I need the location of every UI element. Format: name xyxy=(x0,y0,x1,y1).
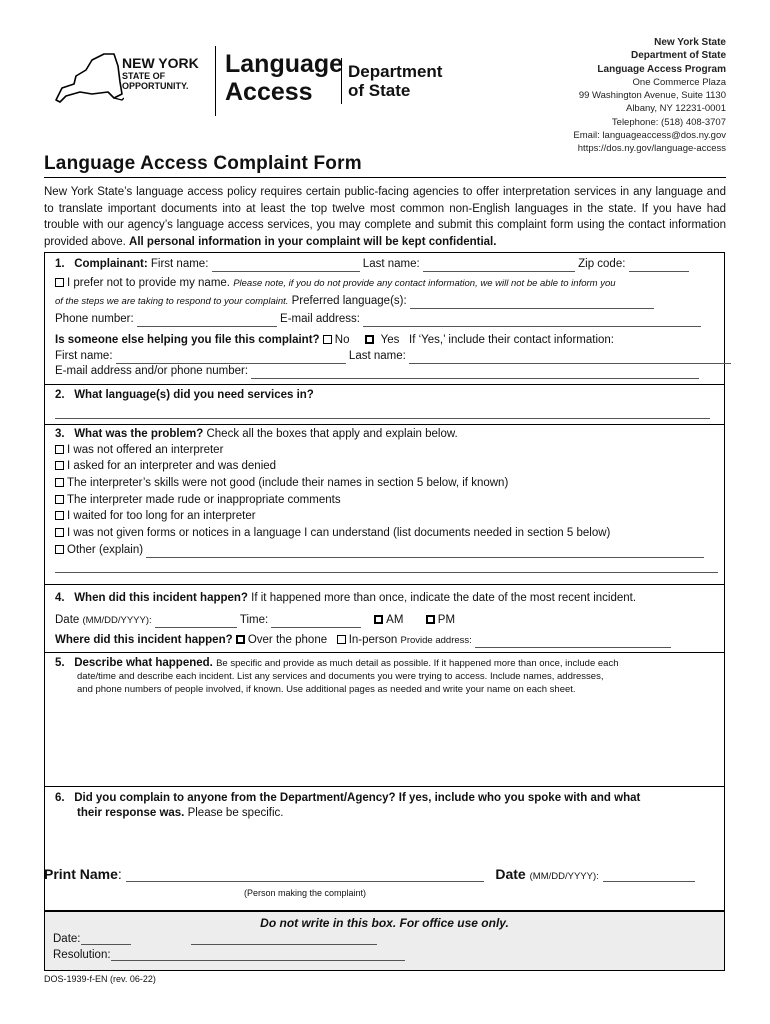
incident-time-field[interactable] xyxy=(271,616,361,628)
incident-time-label: Time: xyxy=(239,614,269,626)
helper-contact-field[interactable] xyxy=(251,367,699,379)
helper-contact-label: E-mail address and/or phone number: xyxy=(55,365,249,377)
office-resolution-label: Resolution: xyxy=(53,949,111,961)
problem-label: The interpreter made rude or inappropriate comments xyxy=(67,494,341,506)
complaint-form-box xyxy=(44,252,725,911)
contact-note-b: of the steps we are taking to respond to your complaint. xyxy=(55,296,289,307)
email-label: E-mail address: xyxy=(280,313,360,325)
contact-address1: One Commerce Plaza xyxy=(632,76,726,88)
helping-no-label: No xyxy=(334,334,350,346)
s3-sub: Check all the boxes that apply and explain below. xyxy=(206,428,458,440)
title-rule xyxy=(44,177,726,178)
program-line2: Access xyxy=(225,78,313,106)
new-york-state-map-icon xyxy=(52,48,124,106)
print-name-colon: : xyxy=(117,866,122,882)
logo-divider xyxy=(215,46,216,116)
first-name-field[interactable] xyxy=(212,260,360,272)
problem-label: I was not offered an interpreter xyxy=(67,444,224,456)
problem-option xyxy=(55,509,712,524)
pm-label: PM xyxy=(437,614,456,626)
s3-heading: What was the problem? xyxy=(74,428,204,440)
department-of-state-logo xyxy=(348,62,442,100)
office-resolution-field[interactable] xyxy=(111,949,405,961)
s6-heading-b: their response was. xyxy=(77,807,185,819)
contact-city: Albany, NY 12231-0001 xyxy=(625,103,726,115)
s3-num: 3. xyxy=(55,428,65,440)
office-date-extra-field[interactable] xyxy=(191,933,377,945)
signature-row xyxy=(44,866,726,882)
problem-other-checkbox[interactable] xyxy=(55,545,64,554)
s6-sub: Please be specific. xyxy=(187,807,284,819)
s2-num: 2. xyxy=(55,389,65,401)
helper-last-field[interactable] xyxy=(409,352,731,364)
print-name-field[interactable] xyxy=(126,868,484,882)
pref-lang-label: Preferred language(s): xyxy=(291,295,407,307)
problem-other-label: Other (explain) xyxy=(67,544,144,556)
address-field[interactable] xyxy=(475,636,671,648)
s4-heading-row xyxy=(55,591,712,606)
helper-first-field[interactable] xyxy=(116,352,346,364)
problem-label: I was not given forms or notices in a language I can understand (list documents needed in section 5 below) xyxy=(67,527,611,539)
s5-text-a: Be specific and provide as much detail as possible. If it happened more than once, include each xyxy=(216,658,619,669)
s1-row-helper-contact xyxy=(55,364,712,379)
s2-answer-field[interactable] xyxy=(55,417,710,419)
helping-no-checkbox[interactable] xyxy=(323,335,332,344)
problem-label: I waited for too long for an interpreter xyxy=(67,510,256,522)
problem-checkbox[interactable] xyxy=(55,511,64,520)
form-code: DOS-1939-f-EN (rev. 06-22) xyxy=(44,974,156,984)
phone-label: Phone number: xyxy=(55,313,134,325)
describe-text-area[interactable] xyxy=(55,699,714,783)
contact-email[interactable]: Email: languageaccess@dos.ny.gov xyxy=(573,130,726,142)
s1-row-pref-lang xyxy=(55,294,712,309)
form-title: Language Access Complaint Form xyxy=(44,153,362,174)
s1-row-helper-name xyxy=(55,349,712,364)
office-heading: Do not write in this box. For office use only. xyxy=(260,916,509,930)
helping-yes-note: If ‘Yes,’ include their contact information: xyxy=(409,334,614,346)
s3-heading-row xyxy=(55,427,712,442)
first-name-label: First name: xyxy=(150,258,209,270)
sign-date-field[interactable] xyxy=(603,868,695,882)
intro-confidential: All personal information in your complaint will be kept confidential. xyxy=(129,235,497,248)
logo-divider-2 xyxy=(341,58,342,104)
s5-heading-row xyxy=(55,656,712,671)
dept-line1: Department xyxy=(348,62,443,81)
problem-option xyxy=(55,526,712,541)
prefer-not-label: I prefer not to provide my name. xyxy=(67,277,230,289)
office-use-box xyxy=(44,911,725,971)
ny-logo-line2: STATE OF xyxy=(122,71,166,81)
helping-question: Is someone else helping you file this complaint? xyxy=(55,334,320,346)
section-6-divider xyxy=(45,786,724,787)
prefer-not-checkbox[interactable] xyxy=(55,278,64,287)
in-person-checkbox[interactable] xyxy=(337,635,346,644)
pm-checkbox[interactable] xyxy=(426,615,435,624)
section-2-divider xyxy=(45,384,724,385)
s5-text-b: date/time and describe each incident. List any services and documents you were trying to access. Include names, addresses, xyxy=(77,671,604,682)
problem-checkbox[interactable] xyxy=(55,461,64,470)
s1-heading: Complainant: xyxy=(74,258,148,270)
s4-row-where xyxy=(55,633,712,648)
am-checkbox[interactable] xyxy=(374,615,383,624)
ny-logo-line3: OPPORTUNITY. xyxy=(122,81,189,91)
s1-row-phone xyxy=(55,312,712,327)
problem-other-field[interactable] xyxy=(146,546,704,558)
contact-web[interactable]: https://dos.ny.gov/language-access xyxy=(577,143,726,155)
contact-note-a: Please note, if you do not provide any contact information, we will not be able to inform you xyxy=(233,278,616,289)
last-name-field[interactable] xyxy=(423,260,575,272)
complained-text-area[interactable] xyxy=(55,825,714,861)
office-date-field[interactable] xyxy=(81,933,131,945)
intro-paragraph xyxy=(44,184,726,250)
contact-program: Language Access Program xyxy=(597,63,726,75)
incident-date-label: Date xyxy=(55,614,80,626)
s6-heading-a: Did you complain to anyone from the Department/Agency? If yes, include who you spoke with and what xyxy=(74,792,641,804)
zip-label: Zip code: xyxy=(578,258,626,270)
am-label: AM xyxy=(386,614,404,626)
s1-row-prefer xyxy=(55,276,712,291)
incident-date-field[interactable] xyxy=(155,616,237,628)
person-making-note: (Person making the complaint) xyxy=(244,888,367,898)
where-question: Where did this incident happen? xyxy=(55,634,233,646)
s2-heading: What language(s) did you need services in? xyxy=(74,389,314,401)
contact-org: New York State xyxy=(654,37,726,48)
problem-option xyxy=(55,476,712,491)
print-name-label: Print Name xyxy=(44,866,118,882)
intro-text: New York State’s language access policy requires certain public-facing agencies to offer interpretation services in any language and to translate important documents into at least the top twelve most common non-English languages in the state. If you have had trouble with our agency’s language access services, you may complete and submit this complaint form using the contact information provided above. xyxy=(44,186,726,248)
sign-date-fmt: (MM/DD/YYYY): xyxy=(529,871,599,882)
s1-row-helping xyxy=(55,333,712,348)
s1-num: 1. xyxy=(55,258,65,270)
over-phone-label: Over the phone xyxy=(247,634,328,646)
phone-field[interactable] xyxy=(137,315,277,327)
s1-row-name xyxy=(55,257,712,272)
address-label: Provide address: xyxy=(400,635,472,646)
problem-label: I asked for an interpreter and was denied xyxy=(67,460,277,472)
office-date-row xyxy=(53,933,377,945)
problem-explain-field[interactable] xyxy=(55,571,718,573)
problem-option xyxy=(55,493,712,508)
helping-yes-checkbox[interactable] xyxy=(365,335,374,344)
program-line1: Language xyxy=(225,50,344,78)
s2-heading-row xyxy=(55,388,712,403)
contact-address2: 99 Washington Avenue, Suite 1130 xyxy=(578,90,726,102)
section-4-divider xyxy=(45,584,724,585)
problem-option xyxy=(55,443,712,458)
s4-sub: If it happened more than once, indicate the date of the most recent incident. xyxy=(251,592,637,604)
helping-yes-label: Yes xyxy=(380,334,400,346)
email-field[interactable] xyxy=(363,315,701,327)
section-5-divider xyxy=(45,652,724,653)
s6-heading-row xyxy=(55,791,712,806)
problem-label: The interpreter’s skills were not good (include their names in section 5 below, if known) xyxy=(67,477,509,489)
problem-checkbox[interactable] xyxy=(55,495,64,504)
office-date-label: Date: xyxy=(53,933,81,945)
contact-block xyxy=(573,36,726,156)
contact-phone: Telephone: (518) 408-3707 xyxy=(611,116,726,128)
problem-option xyxy=(55,459,712,474)
dept-line2: of State xyxy=(348,81,411,100)
section-3-divider xyxy=(45,424,724,425)
office-resolution-row xyxy=(53,949,405,961)
in-person-label: In-person xyxy=(348,634,398,646)
over-phone-checkbox[interactable] xyxy=(236,635,245,644)
problem-checkbox[interactable] xyxy=(55,478,64,487)
s6-num: 6. xyxy=(55,792,65,804)
incident-date-fmt: (MM/DD/YYYY): xyxy=(82,615,152,626)
sign-date-label: Date xyxy=(495,866,526,882)
s5-heading: Describe what happened. xyxy=(74,657,213,669)
ny-state-logo xyxy=(122,56,199,91)
s4-row-date xyxy=(55,613,712,628)
helper-last-label: Last name: xyxy=(348,350,406,362)
problem-checkbox[interactable] xyxy=(55,445,64,454)
ny-logo-line1: NEW YORK xyxy=(122,55,199,71)
s5-num: 5. xyxy=(55,657,65,669)
helper-first-label: First name: xyxy=(55,350,113,362)
language-access-logo xyxy=(225,50,343,106)
s4-num: 4. xyxy=(55,592,65,604)
contact-dept: Department of State xyxy=(630,50,726,62)
last-name-label: Last name: xyxy=(362,258,420,270)
zip-field[interactable] xyxy=(629,260,689,272)
pref-lang-field[interactable] xyxy=(410,297,654,309)
s6-heading-row-2 xyxy=(77,806,712,821)
problem-checkbox[interactable] xyxy=(55,528,64,537)
s5-text-c: and phone numbers of people involved, if known. Use additional pages as needed and write your name on each sheet. xyxy=(77,684,576,695)
s4-heading: When did this incident happen? xyxy=(74,592,248,604)
problem-option-other xyxy=(55,543,712,558)
